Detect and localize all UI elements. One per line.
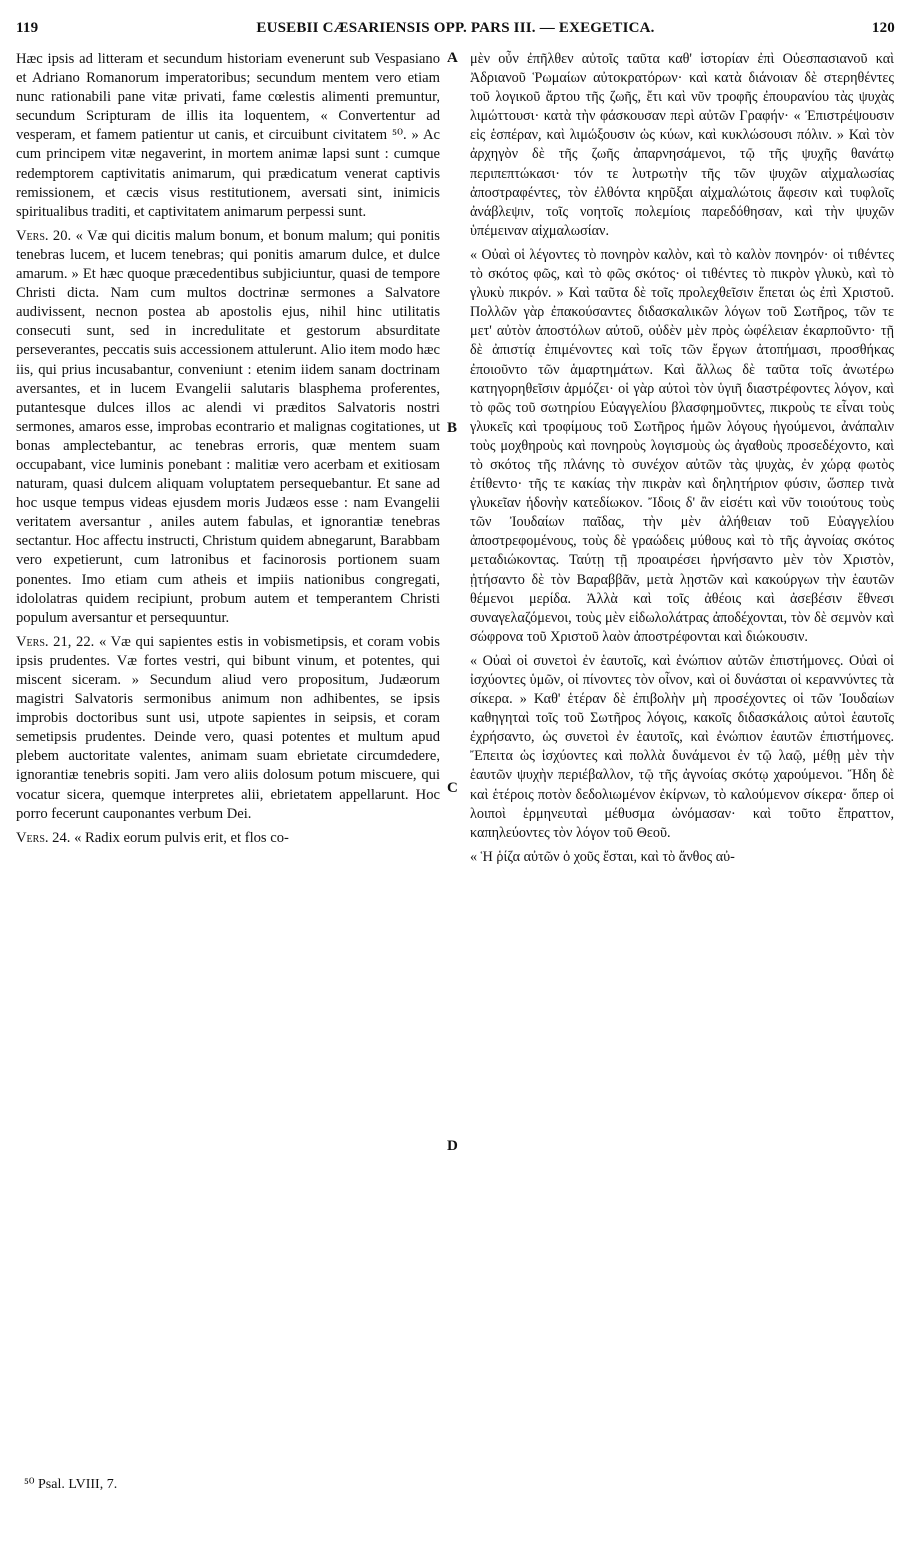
- margin-letter-c: C: [447, 780, 458, 796]
- verse-marker: Vers. 21, 22.: [16, 633, 99, 650]
- greek-paragraph: μὲν οὖν ἐπῆλθεν αὐτοῖς ταῦτα καθ' ἱστορίαν ἐπὶ Οὐεσπασιανοῦ καὶ Ἀδριανοῦ Ῥωμαίων αὐτοκρατόρων· καὶ κατὰ διάνοιαν δὲ στερηθέντες τοῦ λογικοῦ ἄρτου τῆς ζωῆς, ἔτι καὶ νῦν τροφῆς ἐπουρανίου τὰς ψυχὰς λιμώττουσι· κατὰ τὴν φάσκουσαν περὶ αὐτῶν Γραφήν· « Ἐπιστρέψουσιν εἰς ἑσπέραν, καὶ λιμώξουσιν ὡς κύων, καὶ κυκλώσουσι πόλιν. » Καὶ τὸν ἀρχηγὸν δὲ τῆς ζωῆς ἀπαρνησάμενοι, τῷ τῆς ψυχῆς θανάτῳ περιπεπτώκασι· τόν τε λυτρωτὴν τῆς τῶν ψυχῶν αἰχμαλωσίας ἀποστραφέντες, τὸν ἐλθόντα κηρῦξαι αἰχμαλώτοις ἄφεσιν καὶ τυφλοῖς ἀνάβλεψιν, τοῖς νοητοῖς πολεμίοις παρεδόθησαν, καὶ τὴν ψυχῶν ὑπέμειναν αἰχμαλωσίαν.: [470, 51, 894, 239]
- greek-column: [470, 50, 894, 867]
- latin-paragraph: Hæc ipsis ad litteram et secundum historiam evenerunt sub Vespasiano et Adriano Romanorum imperatoribus; secundum mentem vero etiam nunc rationabili pane vitæ privati, fame cœlestis alimenti premuntur, secundum Scripturam de illis ita loquentem, « Convertentur ad vesperam, et famem patientur ut canis, et circuibunt civitatem ⁵⁰. » Ac cum principem vitæ negaverint, in mortem animæ lapsi sunt : cumque redemptorem captivitatis animarum, qui prædicatum venerat captivis remissionem, et cæcis visus restitutionem, aversati sint, inimicis spiritualibus traditi, et captivitatem animarum perpessi sunt.: [16, 51, 440, 220]
- footnote-text: Psal. LVIII, 7.: [38, 1477, 118, 1492]
- footnote-marker: ⁵⁰: [24, 1477, 35, 1492]
- margin-letter-a: A: [447, 50, 458, 66]
- page-number-right: 120: [871, 20, 895, 36]
- page-header: [16, 20, 895, 42]
- running-title: EUSEBII CÆSARIENSIS OPP. PARS III. — EXEGETICA.: [256, 20, 655, 36]
- latin-paragraph: Vers. 24. « Radix eorum pulvis erit, et flos co-: [16, 829, 289, 846]
- footnote: [24, 1476, 117, 1493]
- margin-letter-d: D: [447, 1138, 458, 1154]
- page-number-left: 119: [16, 20, 39, 36]
- margin-letter-b: B: [447, 420, 458, 436]
- greek-paragraph: « Οὐαὶ οἱ συνετοὶ ἐν ἑαυτοῖς, καὶ ἐνώπιον αὐτῶν ἐπιστήμονες. Οὐαὶ οἱ ἰσχύοντες ὑμῶν, οἱ πίνοντες τὸν οἶνον, καὶ οἱ δυνάσται οἱ κεραννύντες τὰ σίκερα. » Καθ' ἑτέραν δὲ ἐπιβολὴν μὴ προσέχοντες οἱ τῶν Ἰουδαίων καθηγηταὶ τοῖς τοῦ Σωτῆρος λόγοις, κακοῖς διδασκάλοις αὐτοὶ ἑαυτοῖς ἐχρήσαντο, ὡς συνετοὶ ἐν ἑαυτοῖς, καὶ ἐνώπιον ἑαυτῶν ἐπιστήμονες. Ἔπειτα ὡς ἰσχύοντες καὶ πολλὰ δυνάμενοι ἐν τῷ λαῷ, μέθῃ μὲν τὴν ἑαυτῶν ψυχὴν περιέβαλλον, τῷ τῆς ἀγνοίας σκότῳ χαρούμενοι. Ἤδη δὲ καὶ ἑτέροις ποτὸν δεδολιωμένον ἐκίρνων, τὸ καλούμενον σίκερα· ὅπερ οἱ λοιποὶ ἑρμηνευταὶ μέθυσμα ὠνόμασαν· καὶ τοῦτο ἔπραττον, καπηλεύοντες τὸν λόγον τοῦ Θεοῦ.: [470, 652, 894, 841]
- verse-marker: Vers. 20.: [16, 227, 76, 244]
- verse-marker: Vers. 24.: [16, 829, 75, 846]
- latin-paragraph: Vers. 20. « Væ qui dicitis malum bonum, et bonum malum; qui ponitis tenebras lucem, et lucem tenebras; qui ponitis amarum dulce, et dulce amarum. » Et hæc quoque præcedentibus subjiciuntur, quasi de tempore Christi dicta. Nam cum multos doctrinæ sermones a Salvatore audivissent, necnon postea ab apostolis ejus, nihil hinc utilitatis consecuti sunt, sed in incredulitate et gestorum absurditate perseverantes, peccatis suis accessionem attulerunt. Alio item modo hæc iis, qui prius incusabantur, conveniunt : etenim iidem sanam doctrinam aversantes, et in lucem Evangelii salutaris blasphema proferentes, putantesque dulces illos ac alendi vi præditos Salvatoris nostri sermones, amaros esse, improbas econtrario et malignas cogitationes, ut bonas amplectebantur, ac tenebras erroris, quæ mentem suam occupabant, vice luminis ponebant : malitiæ vero acerbam et exitiosam naturam, quasi dulcem aliquam voluptatem persequebantur. Et sane ad hoc usque tempus videas ejusdem moris Judæos esse : nam Evangelii veritatem aversantur , aniles autem fabulas, et ignorantiæ tenebras sectantur. Hoc affectu instructi, Christum quidem abnegarunt, Barabbam vero expetierunt, cum latronibus et facinorosis portionem suam ponentes. Imo etiam cum atheis et impiis nationibus congregati, idololatras quidem recipiunt, probum autem et temperantem Christi populum aversantur et persequuntur.: [16, 227, 440, 626]
- greek-paragraph: « Οὐαὶ οἱ λέγοντες τὸ πονηρὸν καλὸν, καὶ τὸ καλὸν πονηρόν· οἱ τιθέντες τὸ σκότος φῶς, καὶ τὸ φῶς σκότος· οἱ τιθέντες τὸ πικρὸν γλυκὺ, καὶ τὸ γλυκὺ πικρόν. » Καὶ ταῦτα δὲ τοῖς προλεχθεῖσιν ἕπεται ὡς ἐπὶ Χριστοῦ. Πολλῶν γὰρ ἐπακούσαντες διδασκαλικῶν λόγων τοῦ Σωτῆρος, τῶν τε μετ' αὐτὸν ἀποστόλων αὐτοῦ, οὐδὲν μὲν πρὸς ὠφέλειαν ἐκαρποῦντο· τῇ δὲ ἀπιστίᾳ ἐπιμένοντες καὶ τοῖς τῶν ἔργων ἀτοπήμασι, προσθήκας ἐποιοῦντο τῶν ἁμαρτημάτων. Καὶ ἄλλως δὲ ταῦτα τοῖς ἀνωτέρω κατηγορηθεῖσιν ἁρμόζει· οἱ γὰρ αὐτοὶ τὸν ὑγιῆ διαστρέφοντες λόγον, καὶ τὸ φῶς τοῦ σωτηρίου Εὐαγγελίου βλασφημοῦντες, πικροὺς τε εἶναι τοὺς γλυκεῖς καὶ τροφίμους τοῦ Σωτῆρος ἡμῶν λόγους ἡγούμενοι, ἀνάπαλιν τοὺς μοχθηροὺς καὶ πονηροὺς λογισμοὺς ὡς ἀγαθοὺς προσεδέχοντο, καὶ τὸ σκότος τῆς πλάνης τὸ συνέχον αὐτῶν τὰς ψυχὰς, ἐν χώρᾳ φωτὸς ἐτίθεντο· τῆς τε κακίας τὴν πικρὰν καὶ δηλητήριον φύσιν, ὥσπερ τινὰ γλυκεῖαν ἡδονὴν κατεδίωκον. Ἴδοις δ' ἂν εἰσέτι καὶ νῦν τοιούτους τοὺς τῶν Ἰουδαίων παῖδας, τὴν μὲν ἀλήθειαν τοῦ Εὐαγγελίου ἀποστρεφομένους, τοὺς δὲ γραώδεις μύθους καὶ τὸ τῆς ἀγνοίας σκότος μεταδιώκοντας. Ταύτῃ τῇ προαιρέσει ἠρνήσαντο μὲν τὸν Χριστὸν, ᾐτήσαντο δὲ τὸν Βαραββᾶν, μετὰ λῃστῶν καὶ κακούργων τὴν ἑαυτῶν θέμενοι μερίδα. Ἀλλὰ καὶ τοῖς ἀθέοις καὶ ἀσεβέσιν ἔθνεσι συναγελαζόμενοι, τοὺς μὲν εἰδωλολάτρας ἀποδέχονται, τὸν δὲ σεμνὸν καὶ σώφρονα τοῦ Χριστοῦ λαὸν ἀποστρέφονται καὶ διώκουσιν.: [470, 246, 894, 645]
- greek-paragraph: « Ἡ ῥίζα αὐτῶν ὁ χοῦς ἔσται, καὶ τὸ ἄνθος αὐ-: [470, 848, 735, 865]
- latin-paragraph: Vers. 21, 22. « Væ qui sapientes estis in vobismetipsis, et coram vobis ipsis prudentes. Væ fortes vestri, qui bibunt vinum, et potentes, qui miscent siceram. » Secundum aliud vero propositum, Judæorum magistri Salvatoris sermonibus animum non adhibentes, se ipsis improbis doctoribus sunt usi, utpote sapientes in seipsis, et coram semetipsis prudentes. Deinde vero, quasi potentes et multum apud plebem auctoritate valentes, animam suam ebrietate circumdedere, ignorantiæ tenebris sopiti. Jam vero aliis dolosum potum miscuere, qui vocatur sicera, quemque interpretes alii, ebrietatem appellarunt. Hoc porro fecerunt cauponantes verbum Dei.: [16, 633, 440, 822]
- latin-column: [16, 50, 440, 848]
